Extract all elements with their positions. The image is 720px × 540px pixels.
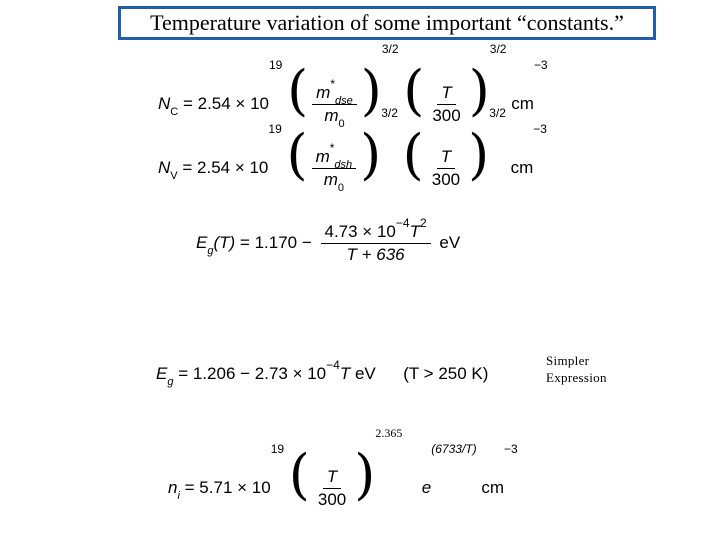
nc-coef-exponent: 19 — [269, 58, 283, 72]
eg-full-num-var: T — [409, 222, 420, 241]
nv-paren-open-2: ( — [402, 123, 424, 186]
eg-simple-exponent: −4 — [326, 358, 340, 372]
nv-paren-close-2: ) — [468, 123, 490, 186]
nv-mass-fraction — [312, 141, 357, 195]
nv-paren-open-1: ( — [286, 123, 308, 186]
nv-mass-num-star: * — [329, 141, 335, 156]
nv-temp-exponent: 3/2 — [489, 106, 506, 120]
nv-mass-den-sub: 0 — [337, 182, 344, 195]
ni-exponential-exponent: (6733/T) — [431, 442, 477, 456]
nv-coef-exponent: 19 — [268, 122, 282, 136]
nc-mass-num-sym: m — [316, 83, 331, 103]
nc-symbol: N — [158, 94, 171, 113]
eg-simple-variable: T — [339, 364, 351, 383]
nc-paren-open-1: ( — [287, 59, 309, 122]
ni-temp-fraction — [314, 467, 350, 510]
ni-coefficient: = 5.71 × 10 — [184, 478, 271, 497]
eg-simple-rhs: = 1.206 − 2.73 × 10 — [178, 364, 327, 383]
ni-unit-exponent: −3 — [504, 442, 518, 456]
nv-temp-num: T — [437, 147, 455, 169]
nv-unit: cm — [510, 158, 534, 177]
equation-ni — [168, 426, 518, 510]
ni-temp-num: T — [323, 467, 341, 489]
nv-symbol: N — [158, 158, 171, 177]
eg-simple-unit: eV — [354, 364, 376, 383]
nv-paren-close-1: ) — [360, 123, 382, 186]
nc-unit-exponent: −3 — [533, 58, 548, 72]
ni-temp-den: 300 — [317, 490, 347, 510]
nv-mass-num-sub: dsh — [334, 159, 353, 172]
ni-coef-exponent: 19 — [270, 442, 285, 456]
nv-subscript: V — [170, 170, 178, 182]
eg-simple-symbol: E — [156, 364, 168, 383]
nc-mass-den-sub: 0 — [338, 118, 345, 131]
eg-full-fraction — [321, 216, 431, 265]
eg-full-num-exp: −4 — [395, 216, 410, 230]
nc-temp-exponent: 3/2 — [489, 42, 507, 56]
eg-full-argument: (T) — [213, 232, 236, 252]
nc-temp-den: 300 — [432, 106, 461, 126]
eg-full-constant: = 1.170 − — [239, 232, 312, 252]
nc-mass-exponent: 3/2 — [381, 42, 399, 56]
equation-eg-full — [196, 216, 461, 265]
nv-unit-exponent: −3 — [533, 122, 547, 136]
eg-full-subscript: g — [207, 244, 214, 257]
nv-mass-num-sym: m — [315, 147, 330, 167]
nc-temp-num: T — [437, 83, 455, 105]
nc-temp-fraction — [428, 83, 464, 126]
ni-paren-open: ( — [288, 443, 310, 506]
nc-mass-fraction — [312, 77, 357, 131]
nc-mass-den-sym: m — [324, 106, 339, 126]
nc-mass-num-star: * — [330, 77, 336, 92]
ni-subscript: i — [177, 490, 180, 502]
nc-paren-open-2: ( — [403, 59, 425, 122]
eg-full-num-var-exp: 2 — [419, 216, 427, 230]
nv-mass-exponent: 3/2 — [381, 106, 398, 120]
note-line-2: Expression — [546, 370, 607, 385]
nv-temp-fraction — [428, 147, 464, 190]
eg-simple-subscript: g — [167, 376, 174, 388]
slide-title-text: Temperature variation of some important “constants.” — [150, 10, 624, 35]
eg-simple-condition: (T > 250 K) — [403, 364, 489, 383]
equation-nv — [158, 106, 547, 195]
nc-paren-close-2: ) — [468, 59, 490, 122]
eg-full-unit: eV — [439, 232, 461, 252]
nv-coefficient: = 2.54 × 10 — [182, 158, 269, 177]
simpler-expression-note — [546, 352, 607, 386]
slide-title — [118, 6, 656, 40]
nc-subscript: C — [170, 106, 179, 118]
nc-coefficient: = 2.54 × 10 — [182, 94, 269, 113]
ni-exponential-base: e — [421, 478, 432, 497]
eg-full-num-coef: 4.73 × 10 — [324, 222, 396, 241]
nv-mass-den-sym: m — [323, 170, 338, 190]
ni-symbol: n — [168, 478, 178, 497]
eg-full-symbol: E — [196, 232, 208, 252]
eg-full-denominator: T + 636 — [346, 245, 405, 264]
nv-temp-den: 300 — [431, 170, 461, 190]
note-line-1: Simpler — [546, 353, 590, 368]
ni-temp-exponent: 2.365 — [375, 426, 403, 440]
nc-mass-num-sub: dse — [335, 95, 353, 108]
ni-paren-close: ) — [354, 443, 376, 506]
ni-unit: cm — [481, 478, 505, 497]
equation-eg-simple — [156, 358, 489, 388]
nc-paren-close-1: ) — [360, 59, 382, 122]
nc-unit: cm — [511, 94, 534, 113]
